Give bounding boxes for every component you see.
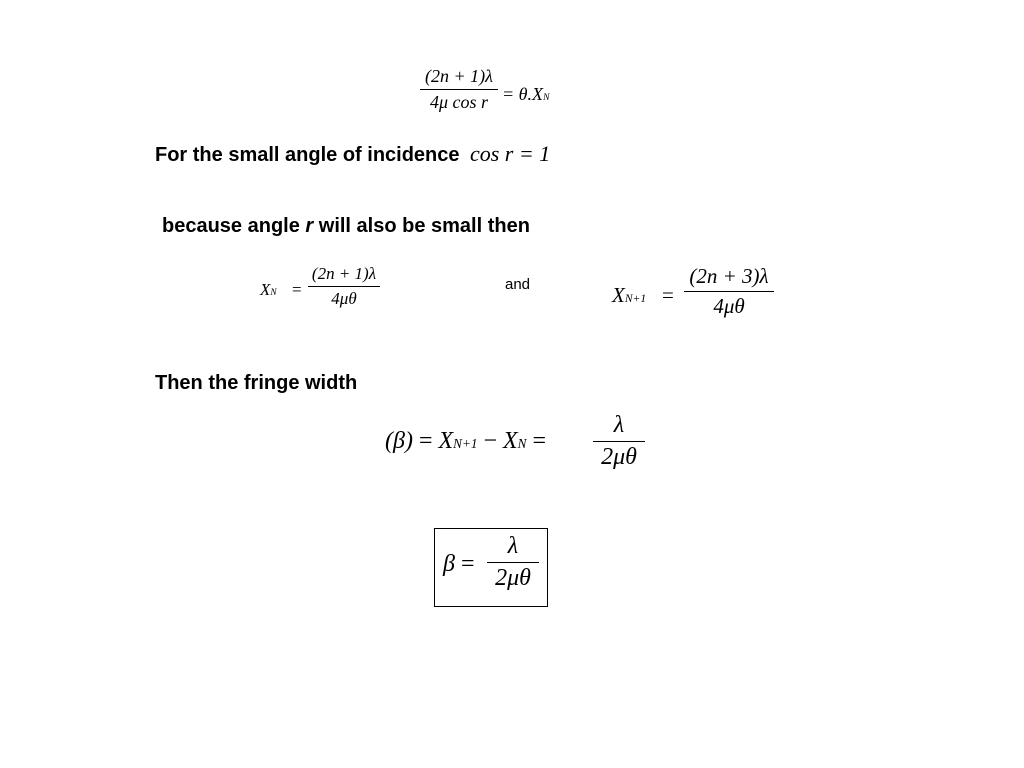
xn-lhs [260, 280, 277, 300]
fringe-lhs [385, 428, 546, 455]
small-angle-text: For the small angle of incidence [155, 144, 460, 166]
small-angle-line [155, 141, 550, 167]
fringe-equals-1: = [418, 428, 433, 454]
xn1-fraction [684, 264, 774, 319]
xn1-lhs-sub: N+1 [624, 293, 647, 305]
fringe-denominator: 2μθ [601, 444, 637, 470]
fringe-beta: (β) [385, 428, 413, 454]
fringe-x2: X [503, 428, 518, 454]
small-angle-math: cos r = 1 [469, 141, 551, 166]
fraction-bar [593, 441, 645, 442]
boxed-beta: β [443, 551, 455, 577]
because-line [162, 215, 530, 238]
xn1-lhs-text: X [612, 283, 625, 307]
equation-1-denominator: 4μ cos r [429, 92, 489, 112]
xn-lhs-sub: N [270, 288, 277, 298]
xn-lhs-text: X [260, 280, 271, 299]
equation-1-numerator: (2n + 1)λ [425, 66, 493, 86]
equation-1 [420, 66, 590, 122]
because-var: r [305, 215, 314, 237]
boxed-equals: = [460, 551, 475, 577]
equation-1-rhs [502, 84, 550, 105]
equation-1-rhs-sub: N [542, 92, 550, 103]
fringe-fraction [593, 412, 645, 471]
fringe-x1-sub: N+1 [453, 436, 478, 451]
boxed-lhs [443, 551, 475, 578]
xn1-equation [612, 264, 782, 326]
fraction-bar [308, 286, 380, 287]
fringe-numerator: λ [613, 412, 625, 438]
fraction-bar [487, 562, 539, 563]
xn-equation [260, 264, 390, 316]
xn1-equals: = [662, 283, 674, 307]
xn-equals: = [292, 280, 302, 299]
fringe-equals-2: = [532, 428, 547, 454]
boxed-denominator: 2μθ [495, 565, 531, 591]
xn-numerator: (2n + 1)λ [311, 264, 377, 283]
boxed-fraction [487, 533, 539, 592]
fringe-equation [385, 412, 655, 482]
fringe-x1: X [438, 428, 454, 454]
fraction-bar [420, 89, 498, 90]
xn1-numerator: (2n + 3)λ [689, 264, 769, 288]
and-label: and [505, 276, 531, 293]
fringe-x2-sub: N [517, 436, 527, 451]
xn-denominator: 4μθ [331, 289, 357, 308]
equation-1-rhs-text: = θ.X [502, 84, 543, 104]
equation-1-fraction [420, 66, 498, 113]
fraction-bar [684, 291, 774, 292]
xn1-lhs [612, 283, 646, 308]
fringe-minus: − [483, 428, 497, 454]
because-suffix: will also be small then [313, 215, 530, 237]
xn1-denominator: 4μθ [713, 294, 745, 318]
fringe-heading: Then the fringe width [155, 372, 358, 394]
because-prefix: because angle [162, 215, 306, 237]
xn-fraction [308, 264, 380, 309]
boxed-result [434, 528, 548, 607]
boxed-numerator: λ [507, 533, 519, 559]
